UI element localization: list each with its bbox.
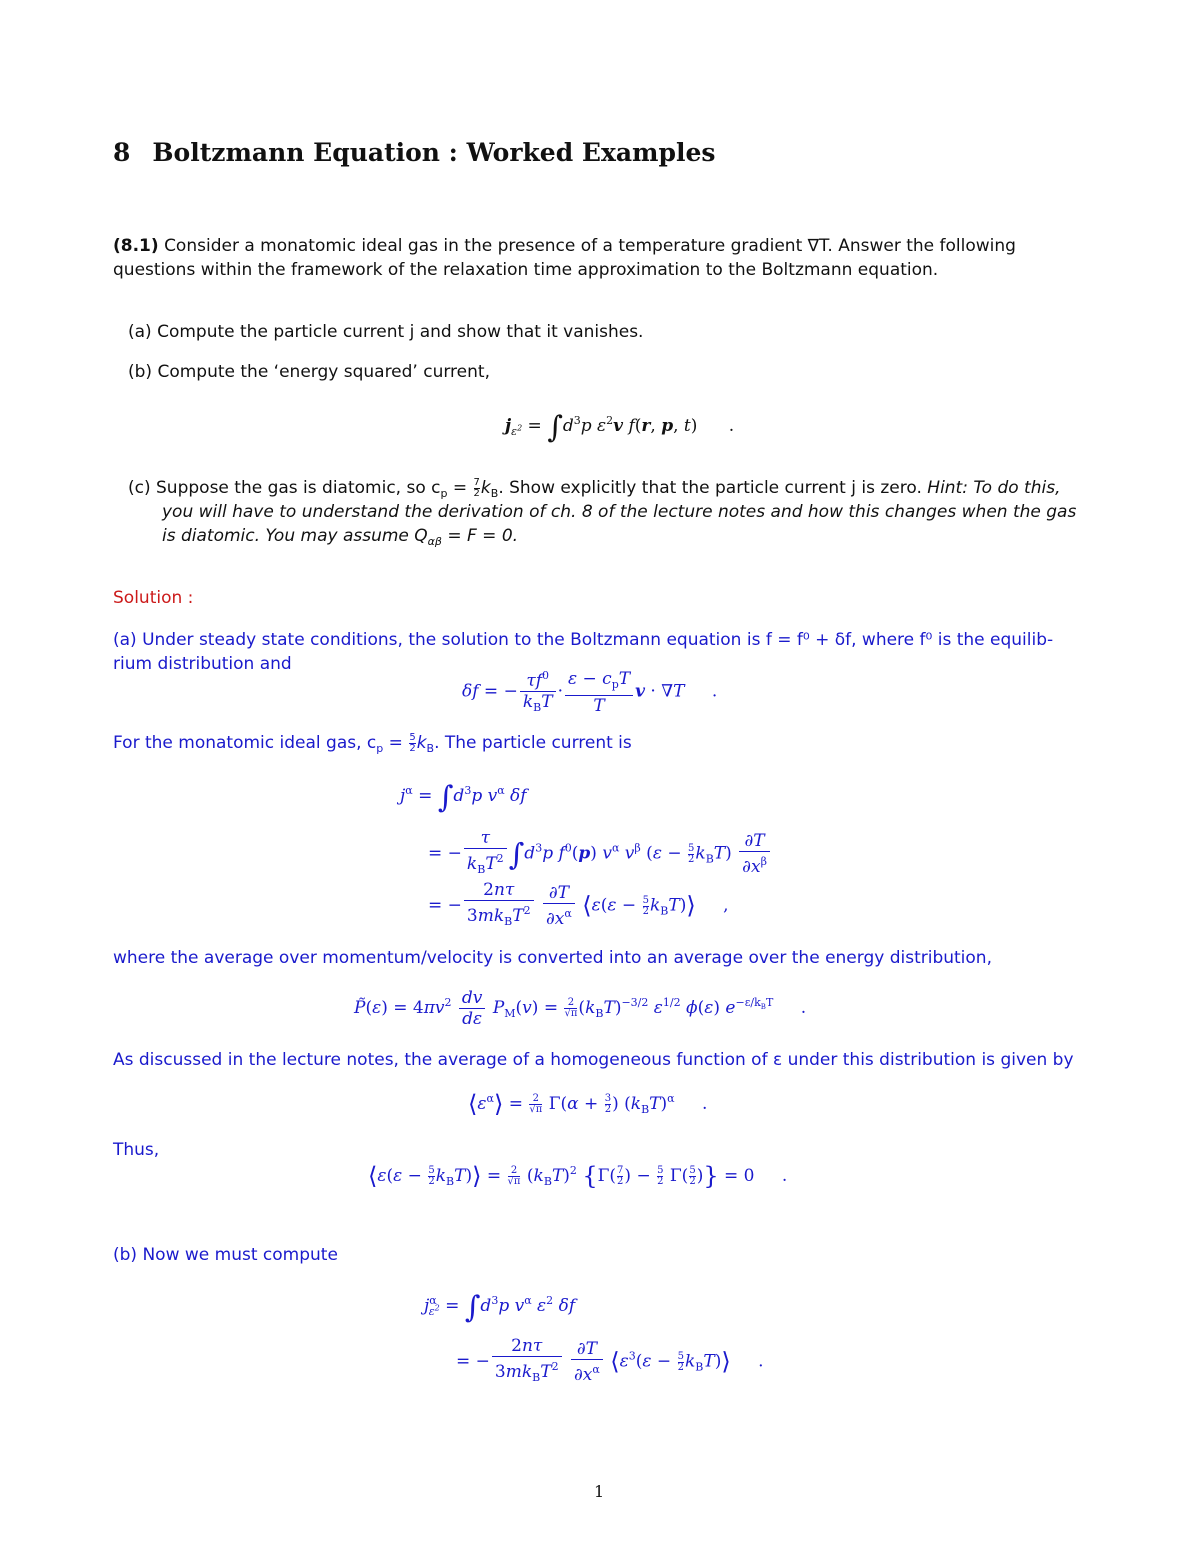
- problem-part-a: (a) Compute the particle current j and show that it vanishes.: [128, 322, 644, 342]
- equation-particle-current-1: $j^\alpha = \int d^3p$ $v^\alpha$ δf: [400, 780, 527, 815]
- problem-intro-line2: questions within the framework of the relaxation time approximation to the Boltzmann equation.: [113, 260, 939, 280]
- problem-part-c-line1: (c) Suppose the gas is diatomic, so $c_p$ = $\frac{7}{2}$ $k_B$. Show explicitly that the particle current j is zero. Hint: To do this,: [128, 476, 1061, 500]
- equation-energy-squared-2: = − $\frac{2n\tau}{3mk_BT^2}$ $\frac{\partial T}{\partial x^\alpha}$ $⟨\varepsilon^3(\varepsilon$ − $\frac{5}{2}$ $k_BT)⟩$ .: [456, 1336, 764, 1385]
- problem-intro-text-1: Consider a monatomic ideal gas in the presence of a temperature gradient ∇T. Answer the following: [164, 236, 1016, 256]
- solution-a-line2: rium distribution and: [113, 654, 292, 674]
- solution-thus: Thus,: [113, 1140, 160, 1160]
- equation-result-zero: ⟨ε(ε − $\frac{5}{2}$ $k_BT)⟩$ = $\frac{2}{√\pi}$ $(k_BT)^2$ {Γ( $\frac{7}{2}$ ) − $\frac{5}{2}$ Γ( $\frac{5}{2}$ )} = 0 .: [368, 1162, 788, 1190]
- solution-average-line: where the average over momentum/velocity is converted into an average over the energy distribution,: [113, 948, 992, 968]
- equation-energy-distribution: P̃(ε) = $4\pi v^2$ $\frac{dv}{d\varepsilon}$ $P_M(v)$ = $\frac{2}{√\pi}$ $(k_BT)^{-3/2}$ $\varepsilon^{1/2}$ ϕ(ε) $e^{-\varepsilon/k_BT}$ .: [354, 988, 807, 1029]
- section-number: 8: [113, 138, 131, 167]
- problem-label: (8.1): [113, 236, 159, 256]
- equation-energy-squared-1: $j^\alpha_{\varepsilon^2} = \int d^3p$ $v^\alpha$ $\varepsilon^2$ δf: [424, 1290, 576, 1325]
- problem-part-b: (b) Compute the ‘energy squared’ current,: [128, 362, 490, 382]
- problem-intro-line1: [113, 234, 1016, 258]
- equation-particle-current-2: = − $\frac{\tau}{k_BT^2}$ $\int d^3p$ $f^0(p)$ $v^\alpha$ $v^\beta$ (ε − $\frac{5}{2}$ $k_BT$) $\frac{\partial T}{\partial x^\beta}$: [428, 828, 772, 880]
- equation-energy-moment: $⟨\varepsilon^\alpha⟩$ = $\frac{2}{√\pi}$ Γ(α + $\frac{3}{2}$ ) $(k_BT)^\alpha$ .: [468, 1090, 708, 1118]
- section-title: [113, 138, 715, 167]
- problem-part-c-line3: is diatomic. You may assume $Q_{\alpha\beta} = F = 0$.: [162, 526, 519, 548]
- problem-hint: Hint: To do this,: [927, 478, 1061, 498]
- solution-monatomic-line: For the monatomic ideal gas, $c_p$ = $\frac{5}{2}$ $k_B$. The particle current is: [113, 731, 632, 755]
- solution-homogeneous-line: As discussed in the lecture notes, the average of a homogeneous function of ε under this distribution is given by: [113, 1050, 1074, 1070]
- solution-b-line: (b) Now we must compute: [113, 1245, 338, 1265]
- solution-heading: Solution :: [113, 588, 194, 608]
- problem-part-c-line2: you will have to understand the derivation of ch. 8 of the lecture notes and how this changes when the gas: [162, 502, 1077, 522]
- section-title-text: Boltzmann Equation : Worked Examples: [152, 138, 716, 167]
- page-number: 1: [594, 1482, 605, 1501]
- equation-delta-f: δf = − $\frac{\tau f^0}{k_BT}$ · $\frac{\varepsilon - c_pT}{T}$ v · ∇T .: [462, 666, 717, 718]
- solution-a-line1: (a) Under steady state conditions, the solution to the Boltzmann equation is f = f⁰ + δf, where f⁰ is the equilib-: [113, 630, 1054, 650]
- equation-particle-current-3: = − $\frac{2n\tau}{3mk_BT^2}$ $\frac{\partial T}{\partial x^\alpha}$ ⟨ε(ε − $\frac{5}{2}$ $k_BT)⟩$ ,: [428, 880, 729, 929]
- equation-energy-squared-current: $j_{\varepsilon^2} = \int d^3p$ $\varepsilon^2v$ f(r, p, t) .: [505, 410, 735, 445]
